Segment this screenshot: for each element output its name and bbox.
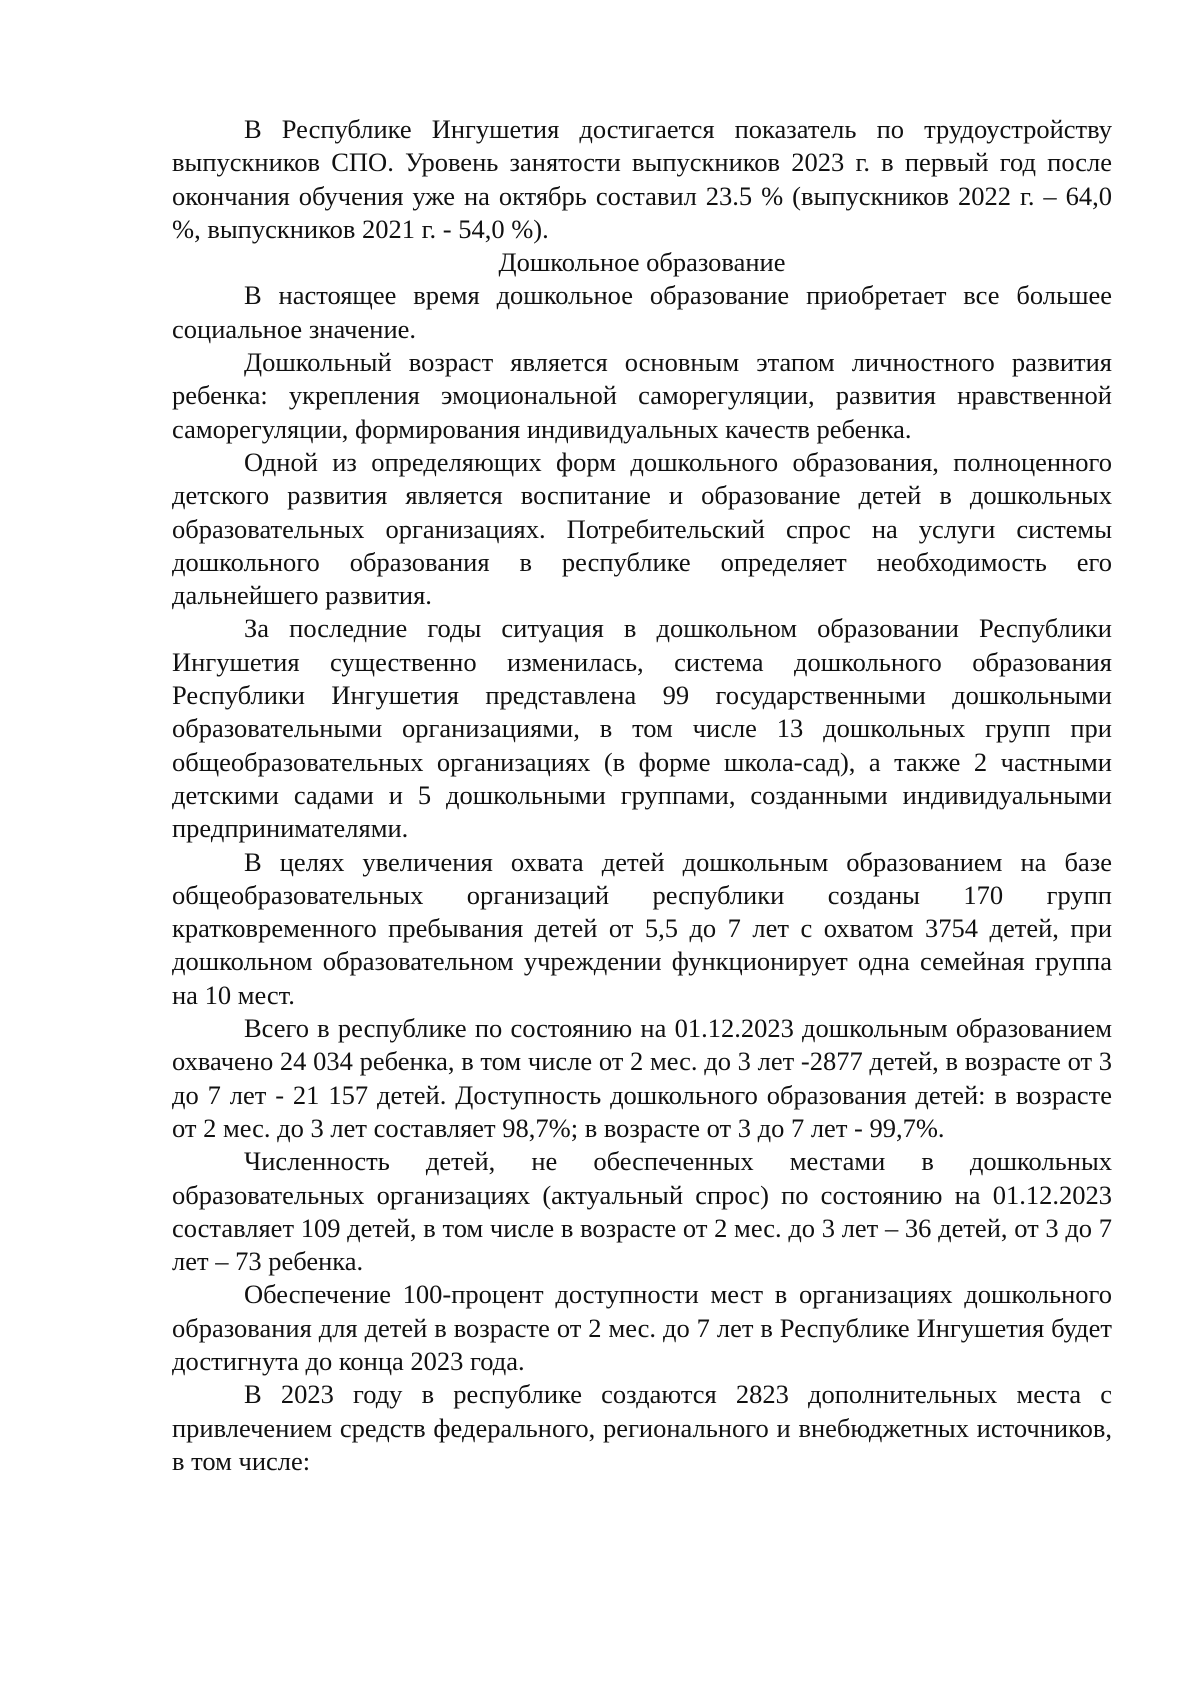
paragraph-enrollment: Всего в республике по состоянию на 01.12.2023 дошкольным образованием охвачено 24 034 ребенка, в том числе от 2 мес. до 3 лет -2877 детей, в возрасте от 3 до 7 лет - 21 157 детей. Доступность дошкольного образования детей: в возрасте от 2 мес. до 3 лет составляет 98,7%; в возрасте от 3 до 7 лет - 99,7%. [172,1013,1112,1143]
paragraph-intro: В настоящее время дошкольное образование приобретает все большее социальное значение. [172,280,1112,344]
section-heading: Дошкольное образование [498,247,786,278]
paragraph-system: За последние годы ситуация в дошкольном образовании Республики Ингушетия существенно изменилась, система дошкольного образования Республики Ингушетия представлена 99 государственными дошкольными образовательными организациями, в том числе 13 дошкольных групп при общеобразовательных организациях (в форме школа-сад), а также 2 частными детскими садами и 5 дошкольными группами, созданными индивидуальными предпринимателями. [172,613,1112,844]
document-body [172,113,1112,1478]
paragraph-demand: Численность детей, не обеспеченных местами в дошкольных образовательных организациях (актуальный спрос) по состоянию на 01.12.2023 составляет 109 детей, в том числе в возрасте от 2 мес. до 3 лет – 36 детей, от 3 до 7 лет – 73 ребенка. [172,1146,1112,1277]
paragraph-coverage-groups: В целях увеличения охвата детей дошкольным образованием на базе общеобразовательных организаций республики созданы 170 групп кратковременного пребывания детей от 5,5 до 7 лет с охватом 3754 детей, при дошкольном образовательном учреждении функционирует одна семейная группа на 10 мест. [172,846,1112,1010]
paragraph-forms: Одной из определяющих форм дошкольного образования, полноценного детского развития является воспитание и образование детей в дошкольных образовательных организациях. Потребительский спрос на услуги системы дошкольного образования в республике определяет необходимость его дальнейшего развития. [172,446,1112,611]
paragraph-preschool-age: Дошкольный возраст является основным этапом личностного развития ребенка: укрепления эмоциональной саморегуляции, развития нравственной саморегуляции, формирования индивидуальных качеств ребенка. [172,347,1112,444]
paragraph-employment: В Республике Ингушетия достигается показатель по трудоустройству выпускников СПО. Уровень занятости выпускников 2023 г. в первый год после окончания обучения уже на октябрь составил 23.5 % (выпускников 2022 г. – 64,0 %, выпускников 2021 г. - 54,0 %). [172,114,1112,244]
paragraph-accessibility: Обеспечение 100-процент доступности мест в организациях дошкольного образования для детей в возрасте от 2 мес. до 7 лет в Республике Ингушетия будет достигнута до конца 2023 года. [172,1279,1112,1376]
paragraph-new-places: В 2023 году в республике создаются 2823 дополнительных места с привлечением средств федерального, регионального и внебюджетных источников, в том числе: [172,1379,1112,1476]
